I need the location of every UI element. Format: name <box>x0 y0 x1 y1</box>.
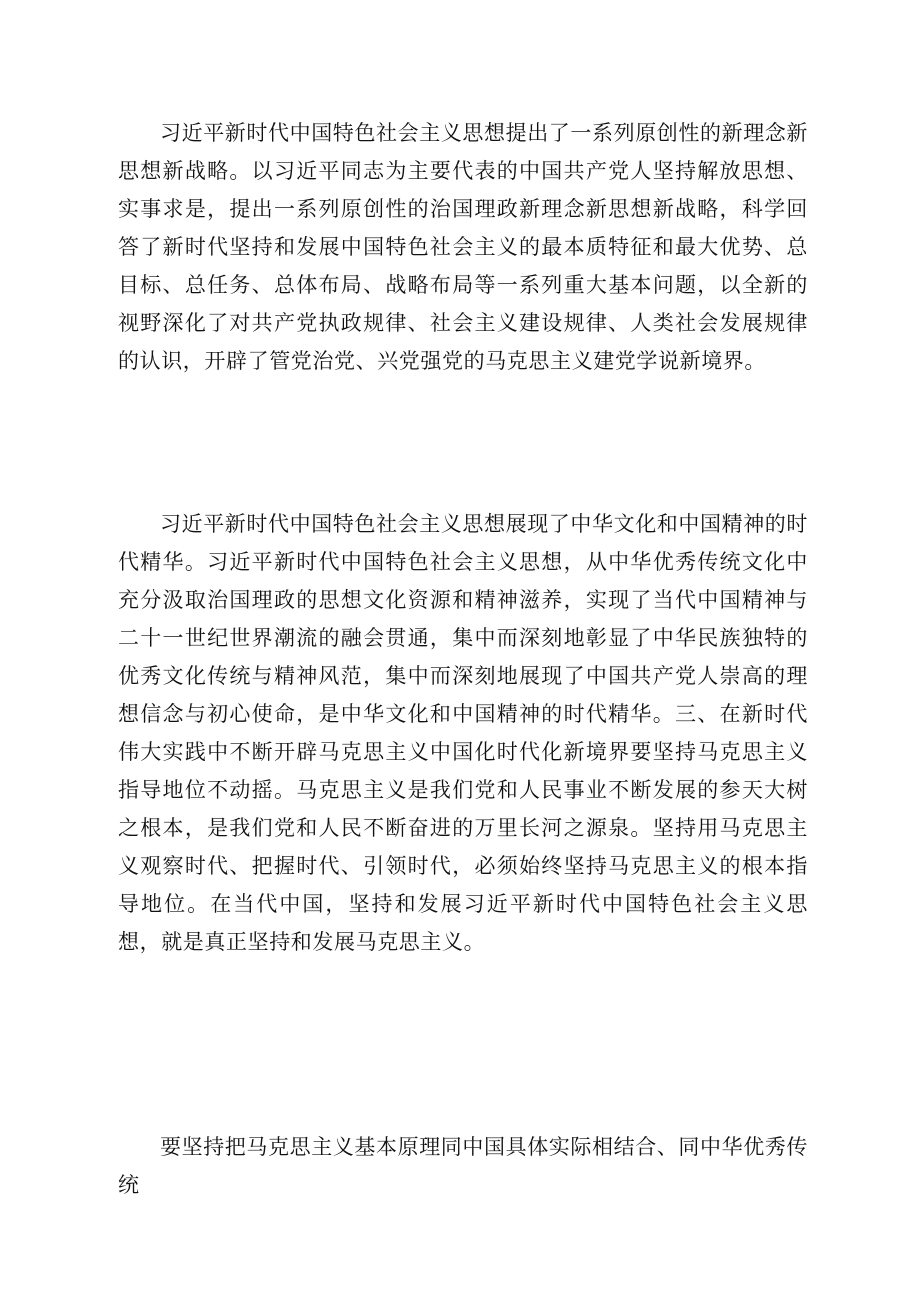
paragraph-1: 习近平新时代中国特色社会主义思想提出了一系列原创性的新理念新思想新战略。以习近平同志为主要代表的中国共产党人坚持解放思想、实事求是，提出一系列原创性的治国理政新理念新思想新战略，科学回答了新时代坚持和发展中国特色社会主义的最本质特征和最大优势、总目标、总任务、总体布局、战略布局等一系列重大基本问题，以全新的视野深化了对共产党执政规律、社会主义建设规律、人类社会发展规律的认识，开辟了管党治党、兴党强党的马克思主义建党学说新境界。 <box>118 121 808 373</box>
paragraph-3: 要坚持把马克思主义基本原理同中国具体实际相结合、同中华优秀传统 <box>118 1135 808 1197</box>
paragraph-2: 习近平新时代中国特色社会主义思想展现了中华文化和中国精神的时代精华。习近平新时代中国特色社会主义思想，从中华优秀传统文化中充分汲取治国理政的思想文化资源和精神滋养，实现了当代中国精神与二十一世纪世界潮流的融会贯通，集中而深刻地彰显了中华民族独特的优秀文化传统与精神风范，集中而深刻地展现了中国共产党人崇高的理想信念与初心使命，是中华文化和中国精神的时代精华。三、在新时代伟大实践中不断开辟马克思主义中国化时代化新境界要坚持马克思主义指导地位不动摇。马克思主义是我们党和人民事业不断发展的参天大树之根本，是我们党和人民不断奋进的万里长河之源泉。坚持用马克思主义观察时代、把握时代、引领时代，必须始终坚持马克思主义的根本指导地位。在当代中国，坚持和发展习近平新时代中国特色社会主义思想，就是真正坚持和发展马克思主义。 <box>118 512 808 954</box>
